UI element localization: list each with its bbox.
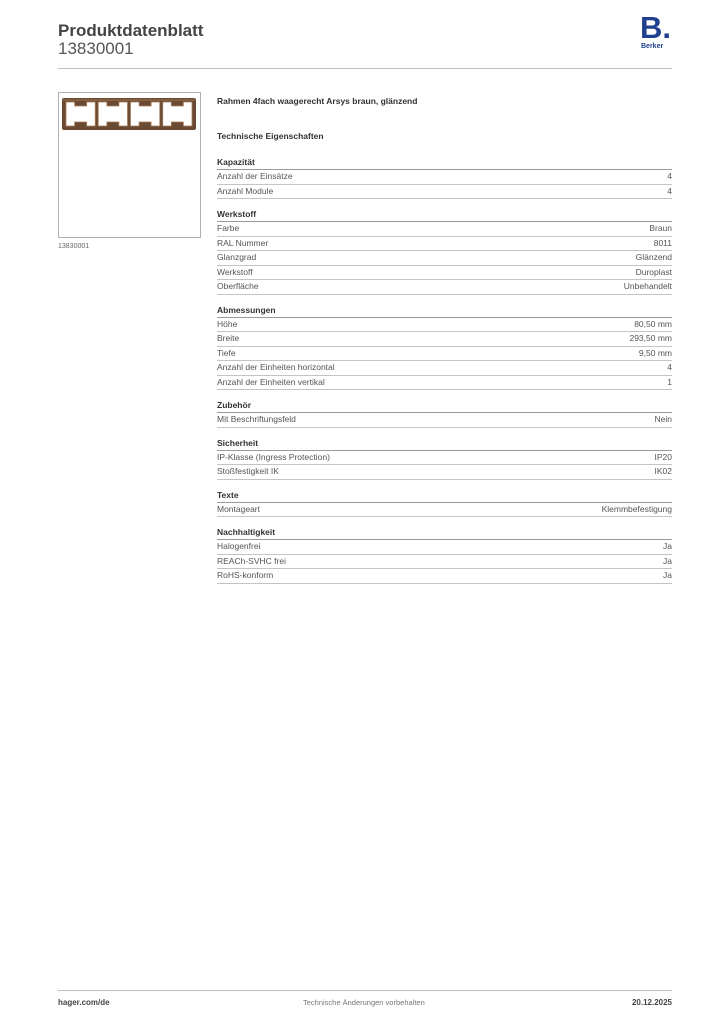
property-row — [217, 347, 672, 362]
property-label: Tiefe — [217, 347, 236, 358]
property-value: 80,50 mm — [634, 318, 672, 329]
properties-list — [217, 156, 672, 584]
footer-divider — [58, 990, 672, 991]
property-row — [217, 222, 672, 237]
property-row — [217, 540, 672, 555]
property-row — [217, 376, 672, 391]
property-value: IP20 — [654, 451, 672, 462]
property-label: Anzahl der Einsätze — [217, 171, 293, 181]
property-group-title: Texte — [217, 489, 672, 503]
property-value: Unbehandelt — [623, 281, 672, 291]
property-label: Werkstoff — [217, 266, 253, 277]
property-group — [217, 208, 672, 295]
property-label: RAL Nummer — [217, 237, 269, 248]
property-group — [217, 399, 672, 428]
property-label: Oberfläche — [217, 281, 259, 291]
property-value: Ja — [663, 555, 672, 566]
property-group — [217, 526, 672, 584]
property-value: 8011 — [653, 237, 672, 248]
footer-notice: Technische Änderungen vorbehalten — [303, 998, 425, 1007]
property-row — [217, 280, 672, 295]
footer-date: 20.12.2025 — [631, 998, 672, 1007]
property-row — [217, 361, 672, 376]
property-label: IP-Klasse (Ingress Protection) — [217, 451, 330, 462]
property-value: Braun — [649, 223, 672, 233]
property-label: Stoßfestigkeit IK — [217, 466, 279, 476]
property-group-title: Abmessungen — [217, 304, 672, 318]
property-row — [217, 451, 672, 466]
product-image — [58, 92, 201, 238]
property-value: Ja — [663, 570, 672, 580]
property-label: Anzahl der Einheiten vertikal — [217, 376, 325, 387]
property-row — [217, 237, 672, 252]
property-label: Montageart — [217, 503, 260, 514]
property-label: Farbe — [217, 223, 240, 233]
footer-website: hager.com/de — [58, 998, 110, 1007]
property-row — [217, 413, 672, 428]
logo-letter: B. — [640, 10, 671, 45]
property-group-title: Zubehör — [217, 399, 672, 413]
property-group-title: Kapazität — [217, 156, 672, 170]
property-row — [217, 185, 672, 200]
property-value: 293,50 mm — [629, 333, 672, 343]
property-value: 9,50 mm — [638, 347, 672, 358]
property-label: REACh-SVHC frei — [217, 555, 286, 566]
main-content — [217, 96, 672, 593]
property-label: Anzahl der Einheiten horizontal — [217, 362, 335, 372]
berker-logo — [638, 10, 676, 54]
property-group — [217, 156, 672, 199]
property-value: Klemmbefestigung — [601, 503, 672, 514]
property-row — [217, 318, 672, 333]
header-divider — [58, 68, 672, 69]
property-value: 1 — [667, 376, 672, 387]
product-number: 13830001 — [58, 39, 134, 58]
property-label: Halogenfrei — [217, 541, 261, 551]
property-row — [217, 569, 672, 584]
property-row — [217, 251, 672, 266]
property-value: IK02 — [654, 466, 672, 476]
property-value: 4 — [667, 171, 672, 181]
property-row — [217, 170, 672, 185]
property-row — [217, 503, 672, 518]
property-label: Breite — [217, 333, 240, 343]
property-group — [217, 489, 672, 518]
property-group-title: Werkstoff — [217, 208, 672, 222]
property-row — [217, 555, 672, 570]
product-image-caption: 13830001 — [58, 243, 90, 250]
product-name: Rahmen 4fach waagerecht Arsys braun, glänzend — [217, 96, 418, 106]
property-group-title: Nachhaltigkeit — [217, 526, 672, 540]
property-group-title: Sicherheit — [217, 437, 672, 451]
property-value: Ja — [663, 541, 672, 551]
property-value: Nein — [654, 414, 672, 424]
property-value: 4 — [667, 185, 672, 196]
property-value: Duroplast — [635, 266, 672, 277]
property-label: Höhe — [217, 318, 238, 329]
property-value: 4 — [667, 362, 672, 372]
property-label: RoHS-konform — [217, 570, 274, 580]
logo-brand-name: Berker — [641, 43, 664, 50]
property-row — [217, 465, 672, 480]
property-row — [217, 266, 672, 281]
frame-illustration — [59, 93, 200, 237]
property-label: Anzahl Module — [217, 185, 274, 196]
property-value: Glänzend — [635, 252, 672, 262]
property-label: Mit Beschriftungsfeld — [217, 414, 296, 424]
page-title: Produktdatenblatt — [58, 21, 204, 40]
property-label: Glanzgrad — [217, 252, 257, 262]
property-row — [217, 332, 672, 347]
section-heading: Technische Eigenschaften — [217, 131, 324, 141]
property-group — [217, 437, 672, 480]
property-group — [217, 304, 672, 391]
